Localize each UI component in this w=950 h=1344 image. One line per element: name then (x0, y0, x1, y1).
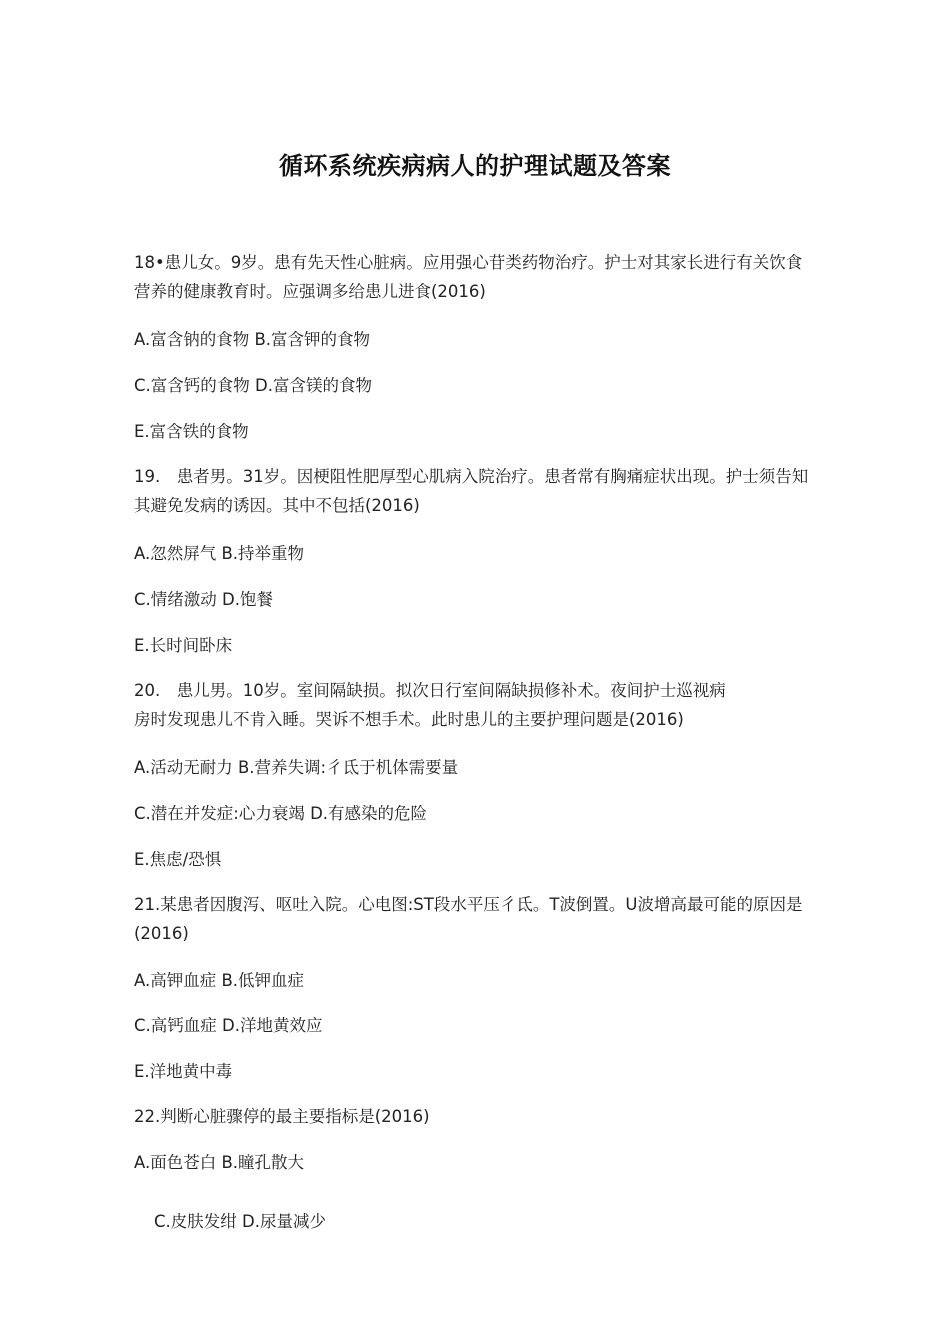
question-18-stem: 18•患儿女。9岁。患有先天性心脏病。应用强心苷类药物治疗。护士对其家长进行有关饮食营养的健康教育时。应强调多给患儿进食(2016) (134, 253, 803, 301)
question-21-option-e: E.洋地黄中毒 (134, 1062, 233, 1081)
question-20-options-cd: C.潜在并发症:心力衰竭 D.有感染的危险 (134, 804, 428, 823)
question-18-options-ab: A.富含钠的食物 B.富含钾的食物 (134, 330, 371, 349)
question-19-options-cd: C.情绪激动 D.饱餐 (134, 590, 273, 609)
question-19-options-ab: A.忽然屏气 B.持举重物 (134, 544, 305, 563)
question-20-option-e: E.焦虑/恐惧 (134, 850, 222, 869)
question-20-options-ab: A.活动无耐力 B.营养失调:彳氐于机体需要量 (134, 758, 459, 777)
document-title: 循环系统疾病病人的护理试题及答案 (279, 152, 671, 180)
question-21-options-cd: C.高钙血症 D.洋地黄效应 (134, 1016, 323, 1035)
question-21-stem: 21.某患者因腹泻、呕吐入院。心电图:ST段水平压彳氐。T波倒置。U波增高最可能的原因是(2016) (134, 895, 803, 943)
question-22-stem: 22.判断心脏骤停的最主要指标是(2016) (134, 1107, 430, 1126)
question-21-options-ab: A.高钾血症 B.低钾血症 (134, 971, 305, 990)
question-22-options-ab: A.面色苍白 B.瞳孔散大 (134, 1153, 305, 1172)
question-19-option-e: E.长时间卧床 (134, 636, 233, 655)
question-18-option-e: E.富含铁的食物 (134, 422, 249, 441)
question-20-stem-line1: 20. 患儿男。10岁。室间隔缺损。拟次日行室间隔缺损修补术。夜间护士巡视病 (134, 681, 726, 700)
question-20-stem-line2: 房时发现患儿不肯入睡。哭诉不想手术。此时患儿的主要护理问题是(2016) (134, 710, 684, 729)
question-22-options-cd: C.皮肤发绀 D.尿量减少 (154, 1212, 326, 1231)
question-19-stem: 19. 患者男。31岁。因梗阻性肥厚型心肌病入院治疗。患者常有胸痛症状出现。护士须告知其避免发病的诱因。其中不包括(2016) (134, 467, 809, 515)
question-18-options-cd: C.富含钙的食物 D.富含镁的食物 (134, 376, 372, 395)
